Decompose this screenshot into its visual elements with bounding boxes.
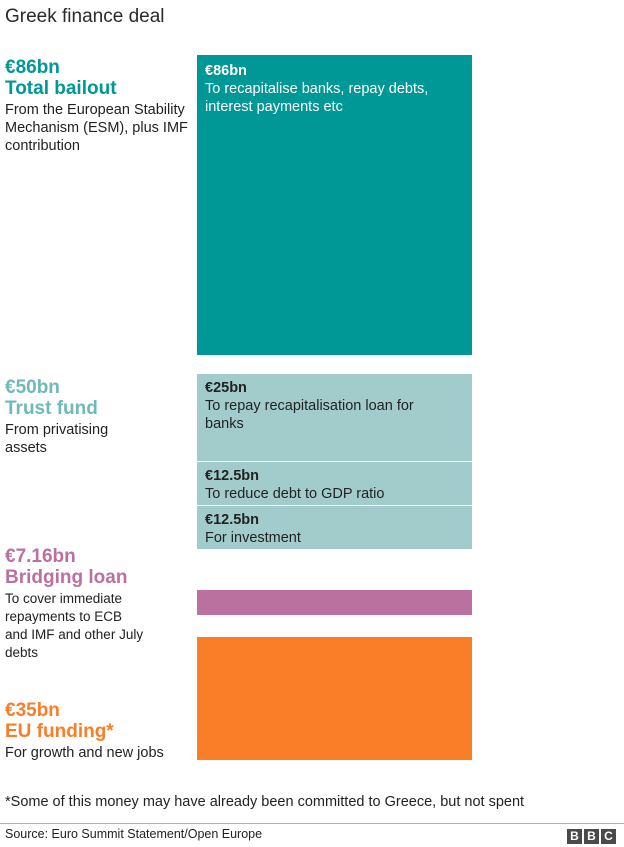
bar-trust-fund-investment: [197, 506, 472, 549]
label-eu-funding: [5, 700, 190, 762]
bar-trust-fund-recap-amount: €25bn: [205, 380, 247, 396]
bar-trust-fund-investment-amount: €12.5bn: [205, 512, 259, 528]
bridging-loan-description: To cover immediate repayments to ECB and IMF and other July debts: [5, 591, 144, 660]
chart-title: Greek finance deal: [5, 6, 165, 27]
bridging-loan-name: Bridging loan: [5, 567, 128, 588]
trust-fund-name: Trust fund: [5, 398, 98, 419]
footnote: *Some of this money may have already been committed to Greece, but not spent: [5, 794, 525, 810]
bbc-logo: [567, 829, 616, 844]
total-bailout-name: Total bailout: [5, 78, 117, 99]
bar-total-bailout: [197, 55, 472, 355]
footer-divider: [0, 823, 624, 824]
trust-fund-description: From privatising assets: [5, 422, 109, 456]
trust-fund-amount: €50bn: [5, 377, 60, 398]
eu-funding-description: For growth and new jobs: [5, 745, 164, 761]
bar-trust-fund-recap-description: To repay recapitalisation loan for banks: [205, 398, 414, 432]
bar-trust-fund-investment-description: For investment: [205, 530, 301, 546]
bridging-loan-amount: €7.16bn: [5, 546, 76, 567]
bbc-logo-letter: B: [567, 829, 582, 844]
source-text: Source: Euro Summit Statement/Open Europe: [5, 827, 263, 841]
bar-trust-fund-debt-amount: €12.5bn: [205, 468, 259, 484]
label-trust-fund: [5, 377, 190, 457]
label-bridging-loan: [5, 546, 190, 662]
total-bailout-amount: €86bn: [5, 57, 60, 78]
bar-trust-fund-recap: [197, 374, 472, 461]
bbc-logo-letter: B: [584, 829, 599, 844]
bar-total-bailout-amount: €86bn: [205, 63, 247, 79]
bar-total-bailout-description: To recapitalise banks, repay debts, interest payments etc: [205, 81, 429, 115]
bar-trust-fund-debt: [197, 462, 472, 505]
total-bailout-description: From the European Stability Mechanism (ESM), plus IMF contribution: [5, 102, 188, 154]
bar-eu-funding: [197, 637, 472, 760]
eu-funding-name: EU funding*: [5, 721, 114, 742]
bbc-logo-letter: C: [601, 829, 616, 844]
bar-bridging-loan: [197, 590, 472, 615]
bar-trust-fund-debt-description: To reduce debt to GDP ratio: [205, 486, 385, 502]
label-total-bailout: [5, 57, 190, 155]
eu-funding-amount: €35bn: [5, 700, 60, 721]
